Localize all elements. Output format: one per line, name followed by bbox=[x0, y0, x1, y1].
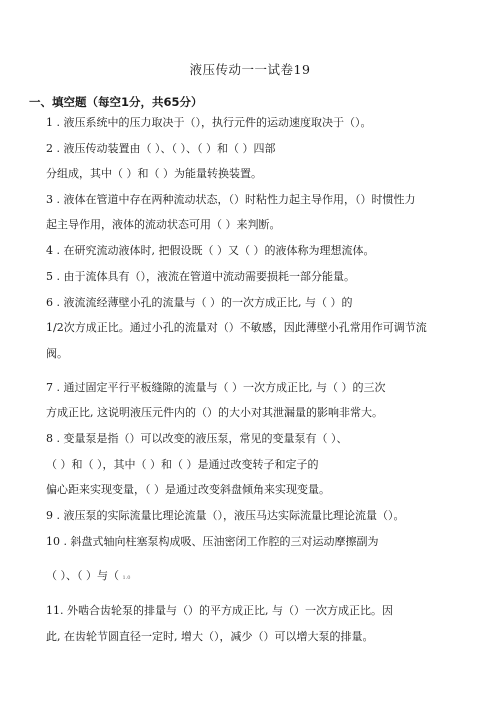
question-line: 分组成，其中（ ）和（ ）为能量转换装置。 bbox=[46, 167, 262, 180]
question-line: 6 . 液流流经薄壁小孔的流量与（ ）的一次方成正比, 与（ ）的 bbox=[46, 296, 353, 309]
question-line: 7 . 通过固定平行平板缝隙的流量与（ ）一次方成正比, 与（ ）的三次 bbox=[46, 381, 386, 394]
page-title: 液压传动一一试卷19 bbox=[189, 62, 311, 77]
question-line: 1/2次方成正比。通过小孔的流量对（）不敏感，因此薄壁小孔常用作可调节流 bbox=[46, 321, 427, 334]
question-line: 2 . 液压传动装置由（ ）、（ ）、（ ）和（ ）四部 bbox=[46, 142, 276, 155]
question-line: 5 . 由于流体具有（），液流在管道中流动需要损耗一部分能量。 bbox=[46, 270, 355, 283]
section-heading: 一、填空题（每空1分，共65分） bbox=[29, 95, 203, 109]
question-line: （ ）和（ ），其中（ ）和（ ）是通过改变转子和定子的 bbox=[46, 458, 319, 471]
tiny-mark: 1.0 bbox=[122, 575, 131, 581]
question-line: 4 . 在研究流动液体时, 把假设既（ ）又（ ）的液体称为理想流体。 bbox=[46, 244, 375, 257]
question-line bbox=[46, 569, 486, 585]
question-line: 3 . 液体在管道中存在两种流动状态，（）时粘性力起主导作用，（）时惯性力 bbox=[46, 193, 416, 206]
question-line: 1 . 液压系统中的压力取决于（），执行元件的运动速度取决于（）。 bbox=[46, 116, 372, 129]
question-line: 偏心距来实现变量，（ ）是通过改变斜盘倾角来实现变量。 bbox=[46, 483, 330, 496]
question-line: 阀。 bbox=[46, 347, 68, 360]
question-line: 10 . 斜盘式轴向柱塞泵构成吸、压油密闭工作腔的三对运动摩擦副为 bbox=[46, 535, 379, 548]
question-line: 9 . 液压泵的实际流量比理论流量（），液压马达实际流量比理论流量（）。 bbox=[46, 509, 405, 522]
question-line: 方成正比, 这说明液压元件内的（）的大小对其泄漏量的影响非常大。 bbox=[46, 406, 383, 419]
question-line: 11. 外啮合齿轮泵的排量与（）的平方成正比, 与（）一次方成正比。因 bbox=[46, 604, 393, 617]
question-line: 8 . 变量泵是指（）可以改变的液压泵，常见的变量泵有（ ）、 bbox=[46, 432, 348, 445]
question-line-text: （ ）、（ ）与（ bbox=[46, 569, 123, 582]
question-line: 起主导作用，液体的流动状态可用（ ）来判断。 bbox=[46, 218, 281, 231]
question-line: 此, 在齿轮节圆直径一定时, 增大（），减少（）可以增大泵的排量。 bbox=[46, 630, 374, 643]
